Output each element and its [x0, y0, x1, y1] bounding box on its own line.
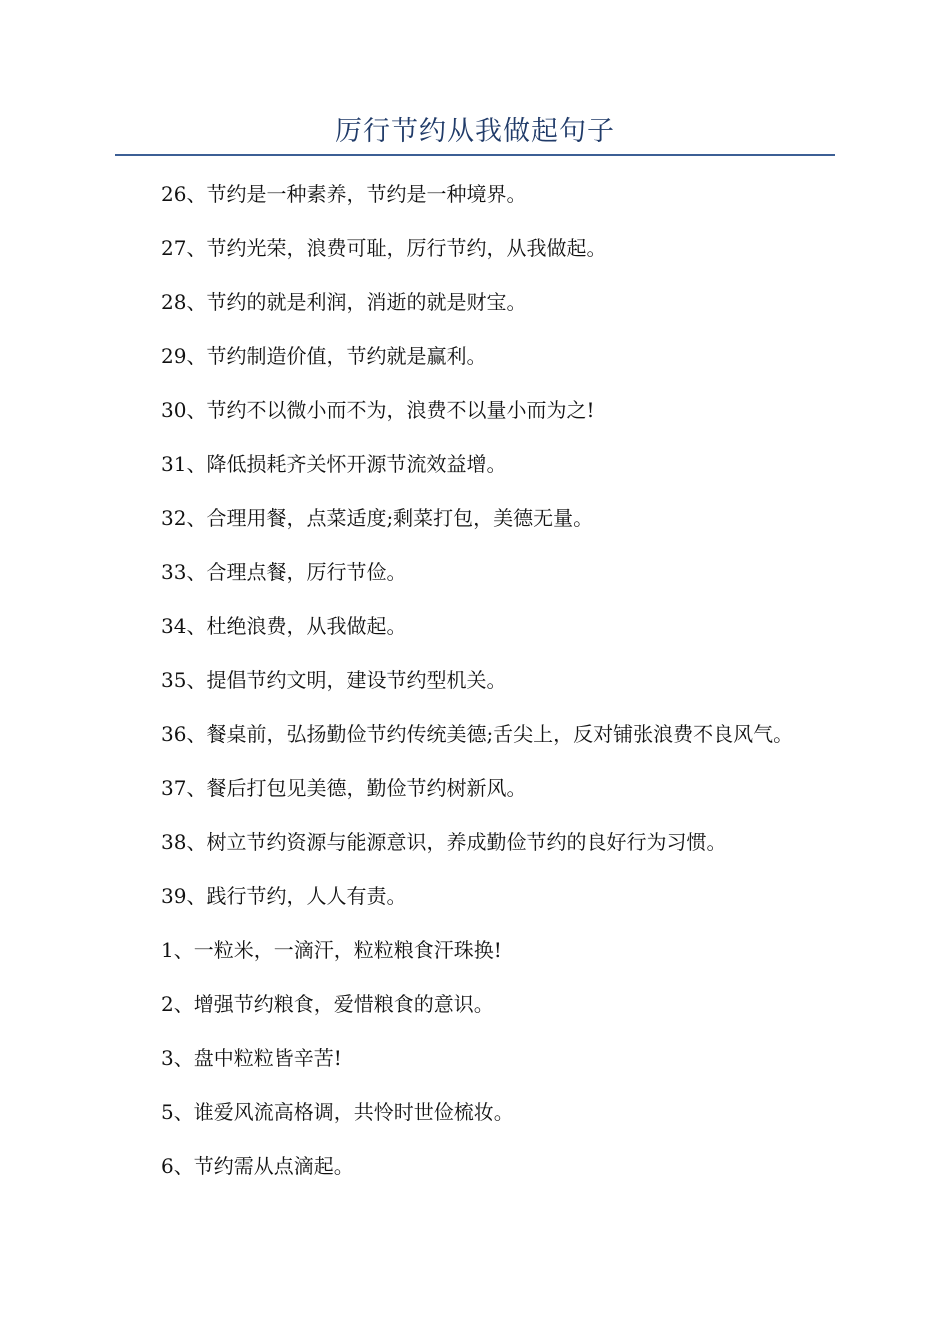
sentence-34: 34、杜绝浪费，从我做起。 [161, 614, 407, 638]
sentence-29: 29、节约制造价值，节约就是赢利。 [161, 344, 487, 368]
sentence-39: 39、践行节约，人人有责。 [161, 884, 407, 908]
sentence-38: 38、树立节约资源与能源意识，养成勤俭节约的良好行为习惯。 [161, 830, 727, 854]
sentence-1: 1、一粒米，一滴汗，粒粒粮食汗珠换! [161, 938, 502, 962]
sentence-3: 3、盘中粒粒皆辛苦! [161, 1046, 342, 1070]
sentence-36: 36、餐桌前，弘扬勤俭节约传统美德;舌尖上，反对铺张浪费不良风气。 [161, 722, 794, 746]
sentence-27: 27、节约光荣，浪费可耻，厉行节约，从我做起。 [161, 236, 607, 260]
sentence-33: 33、合理点餐，厉行节俭。 [161, 560, 407, 584]
sentence-37: 37、餐后打包见美德，勤俭节约树新风。 [161, 776, 527, 800]
sentence-28: 28、节约的就是利润，消逝的就是财宝。 [161, 290, 527, 314]
sentence-6: 6、节约需从点滴起。 [161, 1154, 354, 1178]
title-underline [115, 154, 835, 156]
sentence-31: 31、降低损耗齐关怀开源节流效益增。 [161, 452, 507, 476]
sentence-26: 26、节约是一种素养，节约是一种境界。 [161, 182, 527, 206]
sentence-2: 2、增强节约粮食，爱惜粮食的意识。 [161, 992, 494, 1016]
sentence-30: 30、节约不以微小而不为，浪费不以量小而为之! [161, 398, 595, 422]
sentence-5: 5、谁爱风流高格调，共怜时世俭梳妆。 [161, 1100, 514, 1124]
document-title: 厉行节约从我做起句子 [335, 116, 615, 147]
sentence-32: 32、合理用餐，点菜适度;剩菜打包，美德无量。 [161, 506, 594, 530]
sentence-35: 35、提倡节约文明，建设节约型机关。 [161, 668, 507, 692]
sentence-list [115, 176, 825, 1202]
